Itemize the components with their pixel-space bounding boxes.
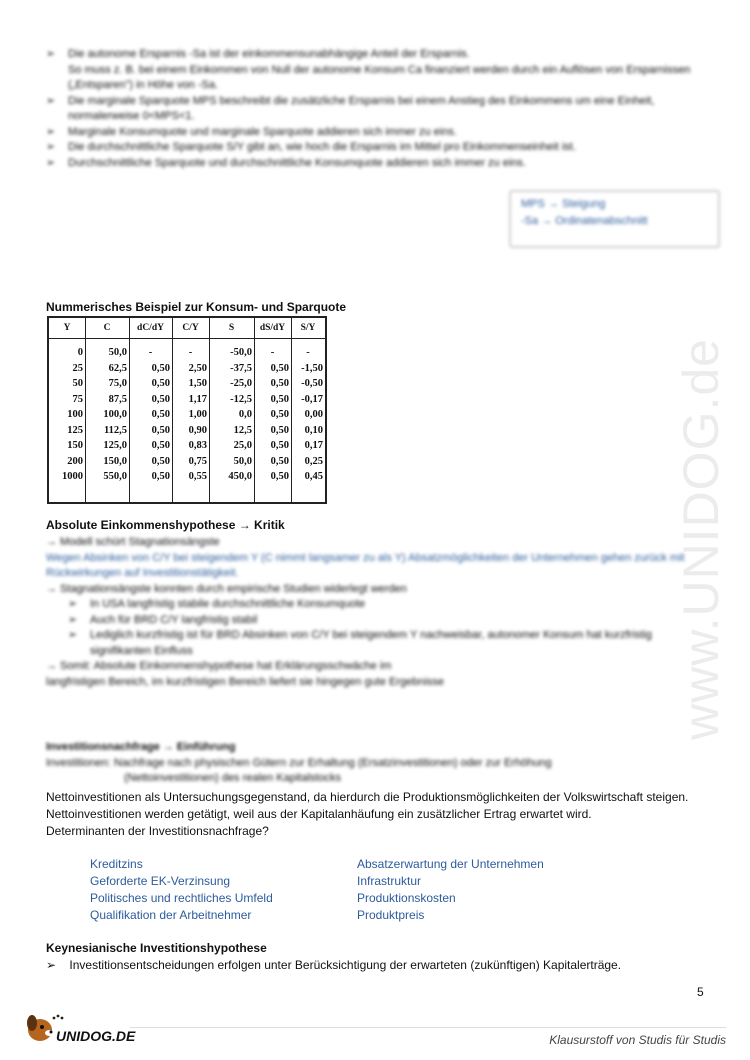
table-row — [49, 469, 325, 485]
table-cell: 0,50 — [151, 378, 170, 390]
bullet-item: ➢ Die marginale Sparquote MPS beschreibt die zusätzliche Ersparnis bei einem Anstieg des Einkommens um eine Einheit, normalerweise 0<MPS<1. — [46, 94, 655, 122]
table-cell: -37,5 — [230, 362, 252, 374]
column-header: dS/dY — [254, 318, 291, 339]
bullet-item: ➢ Marginale Konsumquote und marginale Sparquote addieren sich immer zu eins. — [46, 125, 706, 141]
investment-definition: Investitionen: Nachfrage nach physischen Gütern zur Erhaltung (Ersatzinvestitionen) oder zur Erhöhung — [46, 756, 552, 769]
bullet-item: ➢ Durchschnittliche Sparquote und durchschnittliche Konsumquote addieren sich immer zu eins. — [46, 156, 706, 172]
bullet-item: ➢ Die durchschnittliche Sparquote S/Y gibt an, wie hoch die Ersparnis im Mittel pro Einkommenseinheit ist. — [46, 140, 706, 156]
arrow-bullet-icon: ➢ — [68, 613, 78, 626]
table-row — [49, 423, 325, 439]
table-cell: -50,0 — [230, 347, 252, 359]
determinant-item: Produktpreis — [357, 908, 425, 922]
table-cell: 1,17 — [188, 393, 207, 405]
table-cell: - — [306, 347, 310, 359]
table-cell: 0 — [77, 347, 83, 359]
investment-paragraph: Nettoinvestitionen werden getätigt, weil aus der Kapitalanhäufung ein zusätzlicher Ertrag erwartet wird. — [46, 807, 592, 821]
table-cell: 100,0 — [103, 409, 127, 421]
table-row — [49, 361, 325, 377]
determinant-item: Absatzerwartung der Unternehmen — [357, 857, 544, 871]
table-cell: 0,90 — [188, 424, 207, 436]
table-cell: 0,83 — [188, 440, 207, 452]
keynes-heading: Keynesianische Investitionshypothese — [46, 941, 267, 955]
table-title: Nummerisches Beispiel zur Konsum- und Sparquote — [46, 300, 347, 314]
table-cell: 1,50 — [188, 378, 207, 390]
note-line-intercept: -Sa → Ordinatenabschnitt — [521, 215, 648, 227]
investment-text — [46, 789, 706, 840]
bullet-item: ➢ Lediglich kurzfristig ist für BRD Absinken von C/Y bei steigendem Y nachweisbar, autonomer Konsum hat kurzfristig signifikanten Einfluss — [68, 629, 652, 657]
determinant-item: Kreditzins — [90, 857, 143, 871]
investment-heading: Investitionsnachfrage → Einführung — [46, 741, 236, 753]
column-header: Y — [49, 318, 85, 339]
table-cell: 50,0 — [233, 455, 252, 467]
table-cell: 0,50 — [151, 471, 170, 483]
arrow-bullet-icon: ➢ — [46, 156, 56, 169]
table-cell: 12,5 — [233, 424, 252, 436]
table-header-row — [49, 318, 325, 339]
critique-conclusion: → Somit: Absolute Einkommenshypothese hat Erklärungsschwäche im langfristigen Bereich, im kurzfristigen Bereich liefert sie hingegen gute Ergebnisse — [46, 660, 445, 688]
determinant-item: Qualifikation der Arbeitnehmer — [90, 908, 252, 922]
table-cell: 0,50 — [270, 455, 289, 467]
investment-paragraph: Nettoinvestitionen als Untersuchungsgegenstand, da hierdurch die Produktionsmöglichkeiten der Volkswirtschaft steigen. — [46, 790, 689, 804]
table-cell: 200 — [67, 455, 83, 467]
investment-definition-cont: (Nettoinvestitionen) des realen Kapitalstocks — [124, 772, 342, 784]
table-cell: -0,50 — [301, 378, 323, 390]
column-header: C — [85, 318, 129, 339]
table-cell: 125 — [67, 424, 83, 436]
table-cell: 0,50 — [151, 424, 170, 436]
table-cell: 450,0 — [228, 471, 252, 483]
arrow-bullet-icon: ➢ — [46, 94, 56, 107]
table-cell: - — [148, 347, 153, 359]
table-cell: 0,50 — [151, 455, 170, 467]
table-cell: 0,50 — [270, 471, 289, 483]
bullet-item: ➢ In USA langfristig stabile durchschnittliche Konsumquote — [68, 597, 686, 613]
table-cell: 50,0 — [108, 347, 127, 359]
table-row — [49, 407, 325, 423]
bullet-item: ➢ Die autonome Ersparnis -Sa ist der einkommensunabhängige Anteil der Ersparnis. So muss z. B. bei einem Einkommen von Null der autonome Konsum Ca finanziert werden durch ein Auflösen von Ersparnissen („Entsparen") in Höhe von -Sa. — [46, 48, 691, 91]
table-cell: 0,25 — [304, 455, 323, 467]
table-cell: 50 — [72, 378, 83, 390]
footer-tagline: Klausurstoff von Studis für Studis — [549, 1033, 726, 1047]
table-cell: -0,17 — [301, 393, 323, 405]
table-cell: 1,00 — [188, 409, 207, 421]
table-cell: 0,0 — [238, 409, 252, 421]
determinants-question: Determinanten der Investitionsnachfrage? — [46, 824, 269, 838]
table-row — [49, 376, 325, 392]
table-cell: 100 — [67, 409, 83, 421]
table-cell: -25,0 — [230, 378, 252, 390]
table-cell: 0,50 — [151, 440, 170, 452]
table-cell: 0,75 — [188, 455, 207, 467]
dog-logo-icon — [24, 1010, 154, 1046]
footer-logo — [24, 1010, 154, 1051]
table-cell: 0,50 — [270, 393, 289, 405]
critique-line: → Modell schürt Stagnationsängste — [46, 536, 220, 548]
table-cell: 0,50 — [270, 424, 289, 436]
table-cell: 0,17 — [304, 440, 323, 452]
table-cell: 25 — [72, 362, 83, 374]
consumption-savings-table — [47, 316, 327, 504]
arrow-bullet-icon: ➢ — [68, 598, 78, 610]
table-cell: -1,50 — [301, 362, 323, 374]
determinant-item: Infrastruktur — [357, 874, 422, 888]
table-row — [49, 454, 325, 470]
table-cell: 0,50 — [151, 409, 170, 421]
table-cell: 150 — [67, 440, 83, 452]
critique-line: → Stagnationsängste konnten durch empirische Studien widerlegt werden — [46, 582, 407, 595]
table-cell: 0,50 — [270, 362, 289, 374]
table-cell: 112,5 — [103, 424, 127, 436]
table-cell: 0,10 — [304, 424, 323, 436]
table-cell: 75 — [72, 393, 83, 405]
table-cell: 0,45 — [304, 471, 323, 483]
table-cell: 0,50 — [151, 362, 170, 374]
table-cell: 75,0 — [108, 378, 127, 390]
arrow-bullet-icon: ➢ — [46, 141, 56, 153]
note-line-slope: MPS → Steigung — [521, 198, 606, 210]
table-cell: 62,5 — [108, 362, 127, 374]
table-cell: 0,50 — [270, 409, 289, 421]
table-cell: 1000 — [62, 471, 83, 483]
note-box — [509, 190, 720, 248]
arrow-bullet-icon: ➢ — [46, 48, 56, 60]
determinant-item: Produktionskosten — [357, 891, 456, 905]
table-cell: 0,50 — [270, 378, 289, 390]
table-cell: -12,5 — [230, 393, 252, 405]
svg-text:UNIDOG.DE: UNIDOG.DE — [56, 1028, 136, 1044]
table-cell: 0,55 — [188, 471, 207, 483]
table-row — [49, 438, 325, 454]
arrow-bullet-icon: ➢ — [46, 125, 56, 138]
critique-heading: Absolute Einkommenshypothese → Kritik — [46, 518, 285, 532]
table-cell: 0,00 — [304, 409, 323, 421]
table-cell: 0,50 — [151, 393, 170, 405]
footer-divider — [130, 1027, 726, 1028]
critique-body — [46, 535, 686, 690]
table-cell: 0,50 — [270, 440, 289, 452]
critique-blue-text: Wegen Absinken von C/Y bei steigendem Y (C nimmt langsamer zu als Y) Absatzmöglichkeiten der Unternehmen gehen zurück mit Rückwirkungen auf Investitionstätigkeit. — [46, 551, 685, 579]
table-cell: 150,0 — [103, 455, 127, 467]
investment-intro — [46, 740, 706, 787]
table-cell: 87,5 — [108, 393, 127, 405]
keynes-bullet: ➢ Investitionsentscheidungen erfolgen unter Berücksichtigung der erwarteten (zukünftigen) Kapitalerträge. — [46, 958, 622, 972]
bullet-item: ➢ Auch für BRD C/Y langfristig stabil — [68, 613, 686, 629]
column-header: dC/dY — [129, 318, 172, 339]
table-cell: - — [270, 347, 275, 359]
table-cell: 125,0 — [103, 440, 127, 452]
column-header: C/Y — [172, 318, 209, 339]
table-row — [49, 339, 325, 361]
arrow-bullet-icon: ➢ — [68, 629, 78, 641]
column-header: S/Y — [291, 318, 325, 339]
page-number: 5 — [697, 985, 704, 999]
table-cell: 25,0 — [233, 440, 252, 452]
determinant-item: Geforderte EK-Verzinsung — [90, 874, 231, 888]
table-row — [49, 392, 325, 408]
arrow-bullet-icon: ➢ — [46, 958, 57, 972]
watermark: www.UNIDOG.de — [673, 338, 729, 740]
top-bullet-list — [46, 47, 706, 171]
column-header: S — [209, 318, 254, 339]
table-cell: 550,0 — [103, 471, 127, 483]
table-cell: 2,50 — [188, 362, 207, 374]
determinant-item: Politisches und rechtliches Umfeld — [90, 891, 273, 905]
table-cell: - — [188, 347, 193, 359]
